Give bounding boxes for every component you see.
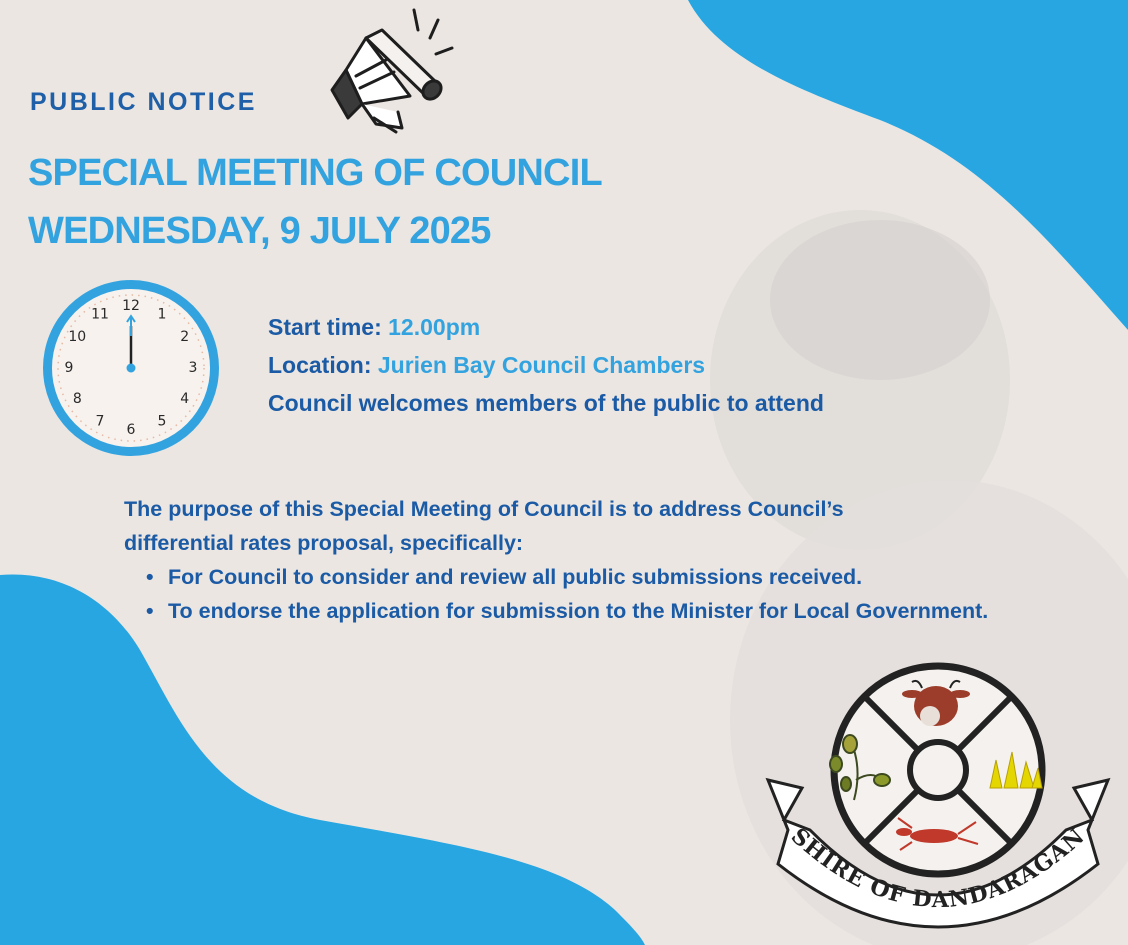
welcome-text: Council welcomes members of the public to attend: [268, 390, 824, 416]
location-value: Jurien Bay Council Chambers: [377, 352, 706, 378]
shire-logo: [762, 660, 1114, 945]
clock-number-1: 1: [157, 306, 167, 323]
purpose-bullet-1: • For Council to consider and review all public submissions received.: [168, 560, 1054, 594]
clock-number-7: 7: [95, 413, 105, 430]
clock-number-12: 12: [122, 298, 140, 314]
meeting-date: WEDNESDAY, 9 JULY 2025: [28, 210, 491, 252]
start-time-line: [268, 314, 480, 341]
start-time-label: Start time:: [268, 314, 382, 340]
clock-number-4: 4: [180, 391, 190, 407]
clock-number-9: 9: [64, 360, 74, 376]
megaphone-icon: [326, 0, 476, 145]
clock-number-6: 6: [126, 422, 136, 438]
purpose-intro-line1: The purpose of this Special Meeting of Council is to address Council’s: [124, 497, 844, 521]
logo-text: SHIRE OF DANDARAGAN: [785, 823, 1091, 914]
purpose-section: [124, 492, 1054, 628]
purpose-bullet-2: • To endorse the application for submission to the Minister for Local Government.: [168, 594, 1048, 628]
clock-number-8: 8: [72, 391, 82, 407]
clock-number-10: 10: [68, 329, 87, 345]
location-label: Location:: [268, 352, 372, 378]
purpose-intro-line2: differential rates proposal, specifically:: [124, 531, 524, 555]
purpose-list: [124, 560, 1054, 628]
clock-icon: [36, 276, 226, 466]
start-time-value: 12.00pm: [388, 314, 481, 340]
clock-number-2: 2: [180, 329, 190, 345]
location-line: [268, 352, 705, 379]
meeting-title: SPECIAL MEETING OF COUNCIL: [28, 152, 602, 194]
public-notice-label: PUBLIC NOTICE: [30, 88, 257, 116]
clock-center: [127, 364, 136, 373]
clock-number-5: 5: [157, 413, 167, 430]
clock-number-11: 11: [91, 306, 109, 323]
clock-number-3: 3: [188, 360, 198, 376]
